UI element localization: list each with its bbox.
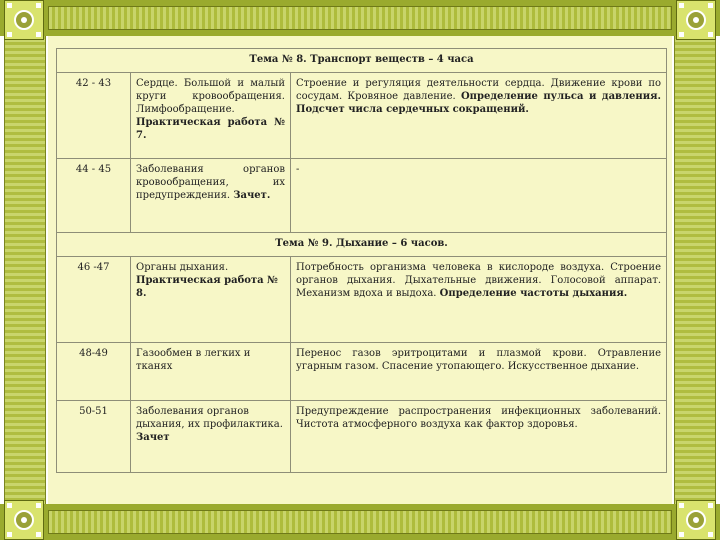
lesson-text: Сердце. Большой и малый круги кровообращения. Лимфообращение. [136,78,285,115]
content-text: - [296,164,300,175]
bottom-border-band [0,504,720,540]
schedule-table [56,48,667,473]
lesson-text: Органы дыхания. [136,262,229,273]
table-row [57,73,667,159]
corner-ornament-bottom-right-icon [676,500,716,540]
hours-cell: 46 -47 [57,257,131,343]
hours-cell: 44 - 45 [57,159,131,233]
content-cell [291,401,667,473]
content-cell [291,343,667,401]
table-row [57,401,667,473]
topic-header-row [57,49,667,73]
lesson-text: Заболевания органов кровообращения, их предупреждения. [136,164,285,201]
table-row [57,343,667,401]
bottom-border-pattern [48,510,672,534]
right-border-strip [674,36,716,504]
content-practical-text: Определение пульса и давления. Подсчет числа сердечных сокращений. [296,91,662,115]
content-text: Предупреждение распространения инфекционных заболеваний. Чистота атмосферного воздуха как фактор здоровья. [296,406,662,430]
content-text: Потребность организма человека в кислороде воздуха. Строение органов дыхания. Дыхательные движения. Голосовой аппарат. Механизм вдоха и выдоха. [296,262,662,299]
lesson-practical-work: Практическая работа № 7. [136,117,285,141]
lesson-cell [131,73,291,159]
content-cell [291,73,667,159]
hours-cell: 42 - 43 [57,73,131,159]
document-page [48,36,672,504]
lesson-test-label: Зачет. [233,190,271,201]
topic-header-row [57,233,667,257]
top-border-band [0,0,720,36]
lesson-cell [131,257,291,343]
lesson-cell [131,401,291,473]
topic-8-title: Тема № 8. Транспорт веществ – 4 часа [57,49,667,73]
hours-cell: 50-51 [57,401,131,473]
content-cell [291,257,667,343]
top-border-pattern [48,6,672,30]
table-row [57,257,667,343]
content-practical-text: Определение частоты дыхания. [439,288,628,299]
lesson-cell [131,343,291,401]
lesson-text: Заболевания органов дыхания, их профилактика. [136,406,283,430]
hours-cell: 48-49 [57,343,131,401]
lesson-practical-work: Практическая работа № 8. [136,275,278,299]
corner-ornament-top-right-icon [676,0,716,40]
lesson-test-label: Зачет [136,432,170,443]
table-row [57,159,667,233]
content-cell [291,159,667,233]
content-text: Перенос газов эритроцитами и плазмой крови. Отравление угарным газом. Спасение утопающего. Искусственное дыхание. [296,348,662,372]
lesson-text: Газообмен в легких и тканях [136,348,251,372]
topic-9-title: Тема № 9. Дыхание – 6 часов. [57,233,667,257]
content-text: Строение и регуляция деятельности сердца. Движение крови по сосудам. Кровяное давление. [296,78,662,102]
left-border-strip [4,36,46,504]
corner-ornament-bottom-left-icon [4,500,44,540]
corner-ornament-top-left-icon [4,0,44,40]
lesson-cell [131,159,291,233]
